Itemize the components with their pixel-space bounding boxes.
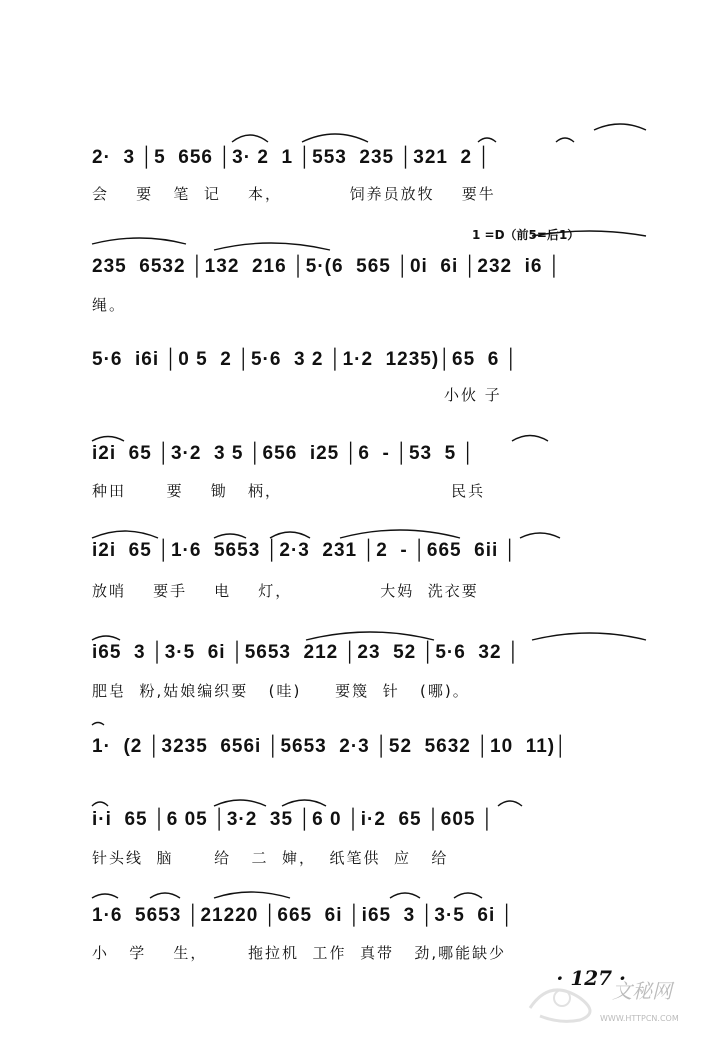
lyric-line: 针头线 脑 给 二 婶， 纸笔供 应 给	[92, 849, 449, 867]
key-change-label: 1 =D（前5=后1）	[472, 228, 580, 242]
notation-line: 235 6532 │132 216 │5·(6 565 │0i 6i │232 i6 │	[92, 256, 562, 277]
notation-line: 1·6 5653 │21220 │665 6i │i65 3 │3·5 6i │	[92, 905, 515, 926]
lyric-line: 放哨 要手 电 灯， 大妈 洗衣要	[92, 582, 479, 600]
watermark-url: WWW.HTTPCN.COM	[600, 1014, 679, 1023]
notation-line: i·i 65 │6 05 │3·2 35 │6 0 │i·2 65 │605 │	[92, 809, 495, 830]
notation-line: 1· (2 │3235 656i │5653 2·3 │52 5632 │10 11)│	[92, 736, 568, 757]
notation-line: 5·6 i6i │0 5 2 │5·6 3 2 │1·2 1235)│65 6 │	[92, 349, 519, 370]
notation-line: i2i 65 │1·6 5653 │2·3 231 │2 - │665 6ii │	[92, 540, 518, 561]
notation-line: 2· 3 │5 656 │3· 2 1 │553 235 │321 2 │	[92, 147, 492, 168]
notation-line: i2i 65 │3·2 3 5 │656 i25 │6 - │53 5 │	[92, 443, 476, 464]
lyric-line: 小伙 子	[92, 386, 502, 404]
lyric-line: 绳。	[92, 296, 127, 314]
page-number: · 127 ·	[556, 966, 626, 990]
notation-line: i65 3 │3·5 6i │5653 212 │23 52 │5·6 32 │	[92, 642, 521, 663]
lyric-line: 小 学 生， 拖拉机 工作 真带 劲,哪能缺少	[92, 944, 507, 962]
lyric-line: 种田 要 锄 柄， 民兵	[92, 482, 486, 500]
lyric-line: 会 要 笔 记 本， 饲养员放牧 要牛	[92, 185, 496, 203]
lyric-line: 肥皂 粉,姑娘编织要 (哇) 要篾 针 (哪)。	[92, 682, 470, 700]
watermark-text: 文秘网	[612, 979, 672, 1003]
